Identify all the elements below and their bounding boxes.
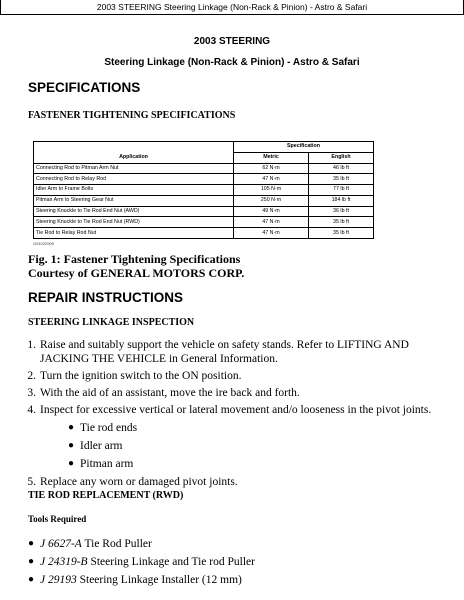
bullet-icon: ● [68, 440, 75, 451]
table-row [34, 195, 374, 206]
figure-caption: Fig. 1: Fastener Tightening Specifications [28, 252, 241, 266]
step-3 [18, 386, 458, 400]
column-header-application: Application [34, 152, 234, 163]
fastener-spec-table [33, 141, 374, 239]
tools-required-heading: Tools Required [28, 514, 87, 524]
tool-description: Steering Linkage Installer (12 mm) [79, 574, 242, 586]
tie-rod-replacement-heading: TIE ROD REPLACEMENT (RWD) [28, 490, 184, 501]
table-cell-application: Idler Arm to Frame Bolts [34, 185, 234, 196]
steering-linkage-inspection-heading: STEERING LINKAGE INSPECTION [28, 317, 195, 328]
list-item [18, 438, 458, 454]
list-item [18, 420, 458, 436]
tool-number: J 24319-B [40, 556, 88, 568]
table-row [34, 206, 374, 217]
step-4 [18, 403, 458, 417]
pivot-joint-list [18, 420, 458, 472]
table-cell-application: Connecting Rod to Pitman Arm Nut [34, 163, 234, 174]
step-text: Inspect for excessive vertical or lateral movement and/o looseness in the pivot joints. [40, 404, 432, 416]
table-cell-metric: 105 N·m [234, 185, 309, 196]
figure-courtesy: Courtesy of GENERAL MOTORS CORP. [28, 266, 245, 280]
step-number: 2. [27, 370, 36, 382]
table-row [34, 174, 374, 185]
step-text: Replace any worn or damaged pivot joints. [40, 476, 238, 488]
list-item [18, 456, 458, 472]
table-cell-application: Tie Rod to Relay Rod Nut [34, 228, 234, 239]
document-subtitle: Steering Linkage (Non-Rack & Pinion) - Astro & Safari [104, 57, 360, 68]
table-cell-metric: 62 N·m [234, 163, 309, 174]
table-cell-english: 35 lb ft [309, 174, 374, 185]
table-cell-english: 184 lb ft [309, 195, 374, 206]
table-cell-english: 35 lb ft [309, 217, 374, 228]
bullet-icon: ● [28, 574, 35, 585]
table-cell-metric: 47 N·m [234, 217, 309, 228]
table-row [34, 185, 374, 196]
table-cell-english: 46 lb ft [309, 163, 374, 174]
step-5 [18, 475, 458, 489]
table-header-specification: Specification [234, 142, 374, 153]
inspection-steps [18, 338, 458, 489]
table-cell-english: 35 lb ft [309, 228, 374, 239]
step-number: 4. [27, 404, 36, 416]
table-row [34, 163, 374, 174]
tool-description: Steering Linkage and Tie rod Puller [90, 556, 255, 568]
tool-number: J 29193 [40, 574, 77, 586]
table-row [34, 228, 374, 239]
list-item [28, 536, 458, 552]
step-text: Raise and suitably support the vehicle on safety stands. Refer to LIFTING AND JACKING THE VEHICLE in General Information. [40, 339, 409, 365]
specifications-heading: SPECIFICATIONS [28, 80, 141, 95]
table-cell-application: Connecting Rod to Relay Rod [34, 174, 234, 185]
bullet-icon: ● [68, 422, 75, 433]
fastener-specs-heading: FASTENER TIGHTENING SPECIFICATIONS [28, 110, 236, 121]
table-cell-metric: 47 N·m [234, 174, 309, 185]
table-cell-metric: 49 N·m [234, 206, 309, 217]
step-1 [18, 338, 458, 366]
column-header-english: English [309, 152, 374, 163]
step-text: Turn the ignition switch to the ON position. [40, 370, 242, 382]
step-2 [18, 369, 458, 383]
list-item-text: Pitman arm [80, 458, 134, 470]
table-cell-metric: 47 N·m [234, 228, 309, 239]
bullet-icon: ● [28, 538, 35, 549]
tool-number: J 6627-A [40, 538, 82, 550]
step-number: 1. [27, 339, 36, 351]
table-cell-application: Steering Knuckle to Tie Rod End Nut (AWD) [34, 206, 234, 217]
figure-code: G01022909 [33, 241, 54, 246]
list-item [28, 554, 458, 570]
step-number: 5. [27, 476, 36, 488]
column-header-metric: Metric [234, 152, 309, 163]
table-cell-english: 36 lb ft [309, 206, 374, 217]
step-text: With the aid of an assistant, move the ire back and forth. [40, 387, 300, 399]
page-header-bar: 2003 STEERING Steering Linkage (Non-Rack & Pinion) - Astro & Safari [0, 0, 464, 15]
repair-instructions-heading: REPAIR INSTRUCTIONS [28, 290, 184, 305]
table-cell-application: Pitman Arm to Steering Gear Nut [34, 195, 234, 206]
tools-list [28, 536, 458, 588]
list-item-text: Tie rod ends [80, 422, 138, 434]
document-title: 2003 STEERING [193, 36, 271, 47]
tool-description: Tie Rod Puller [84, 538, 152, 550]
bullet-icon: ● [28, 556, 35, 567]
table-header-row [34, 142, 374, 153]
table-cell-metric: 250 N·m [234, 195, 309, 206]
table-header-blank [34, 142, 234, 153]
table-cell-application: Steering Knuckle to Tie Rod End Nut (RWD) [34, 217, 234, 228]
table-row [34, 217, 374, 228]
list-item [28, 572, 458, 588]
table-cell-english: 77 lb ft [309, 185, 374, 196]
list-item-text: Idler arm [80, 440, 123, 452]
bullet-icon: ● [68, 458, 75, 469]
table-column-header-row [34, 152, 374, 163]
step-number: 3. [27, 387, 36, 399]
